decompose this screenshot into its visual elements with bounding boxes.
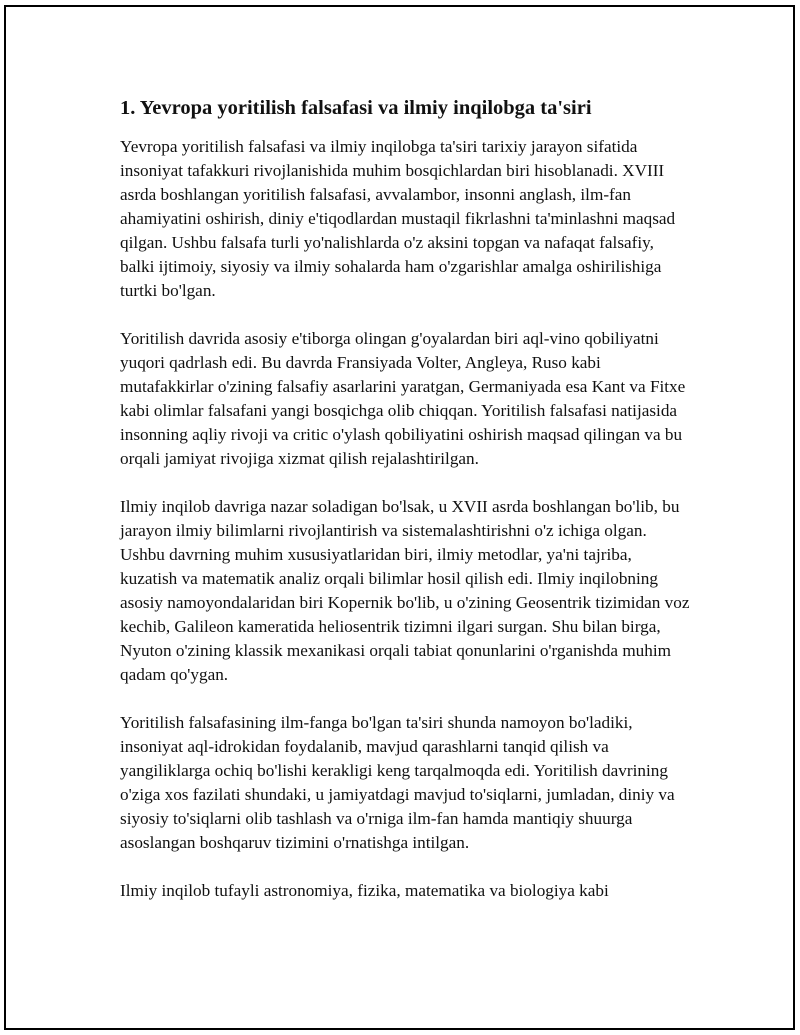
paragraph-scientific-revolution: Ilmiy inqilob davriga nazar soladigan bo'lsak, u XVII asrda boshlangan bo'lib, bu jarayon ilmiy bilimlarni rivojlantirish va sistemalashtirishni o'z ichiga olgan. Ushbu davrning muhim xususiyatlaridan biri, ilmiy metodlar, ya'ni tajriba, kuzatish va matematik analiz orqali bilimlar hosil qilish edi. Ilmiy inqilobning asosiy namoyondalaridan biri Kopernik bo'lib, u o'zining Geosentrik tizimidan voz kechib, Galileon kameratida heliosentrik tizimni ilgari surgan. Shu bilan birga, Nyuton o'zining klassik mexanikasi orqali tabiat qonunlarini o'rganishda muhim qadam qo'ygan. [120, 497, 690, 684]
document-page [4, 5, 795, 1030]
paragraph-enlightenment-ideas: Yoritilish davrida asosiy e'tiborga olingan g'oyalardan biri aql-vino qobiliyatni yuqori qadrlash edi. Bu davrda Fransiyada Volter, Angleya, Ruso kabi mutafakkirlar o'zining falsafiy asarlarini yaratgan, Germaniyada esa Kant va Fitxe kabi olimlar falsafani yangi bosqichga olib chiqqan. Yoritilish falsafasi natijasida insonning aqliy rivoji va critic o'ylash qobiliyatini oshirish maqsad qilingan va bu orqali jamiyat rivojiga xizmat qilish rejalashtirilgan. [120, 329, 686, 468]
section-heading: 1. Yevropa yoritilish falsafasi va ilmiy inqilobga ta'siri [120, 97, 592, 119]
paragraph-influence-on-science: Yoritilish falsafasining ilm-fanga bo'lgan ta'siri shunda namoyon bo'ladiki, insoniyat aql-idrokidan foydalanib, mavjud qarashlarni tanqid qilish va yangiliklarga ochiq bo'lishi kerakligi keng tarqalmoqda edi. Yoritilish davrining o'ziga xos fazilati shundaki, u jamiyatdagi mavjud to'siqlarni, jumladan, diniy va siyosiy to'siqlarni olib tashlash va o'rniga ilm-fan hamda mantiqiy shuurga asoslangan boshqaruv tizimini o'rnatishga intilgan. [120, 713, 675, 852]
paragraph-truncated: Ilmiy inqilob tufayli astronomiya, fizika, matematika va biologiya kabi [120, 881, 609, 900]
document-body [120, 95, 690, 927]
paragraph-intro: Yevropa yoritilish falsafasi va ilmiy inqilobga ta'siri tarixiy jarayon sifatida insoniyat tafakkuri rivojlanishida muhim bosqichlardan biri hisoblanadi. XVIII asrda boshlangan yoritilish falsafasi, avvalambor, insonni anglash, ilm-fan ahamiyatini oshirish, diniy e'tiqodlardan mustaqil fikrlashni ta'minlashni maqsad qilgan. Ushbu falsafa turli yo'nalishlarda o'z aksini topgan va nafaqat falsafiy, balki ijtimoiy, siyosiy va ilmiy sohalarda ham o'zgarishlar amalga oshirilishiga turtki bo'lgan. [120, 137, 676, 300]
